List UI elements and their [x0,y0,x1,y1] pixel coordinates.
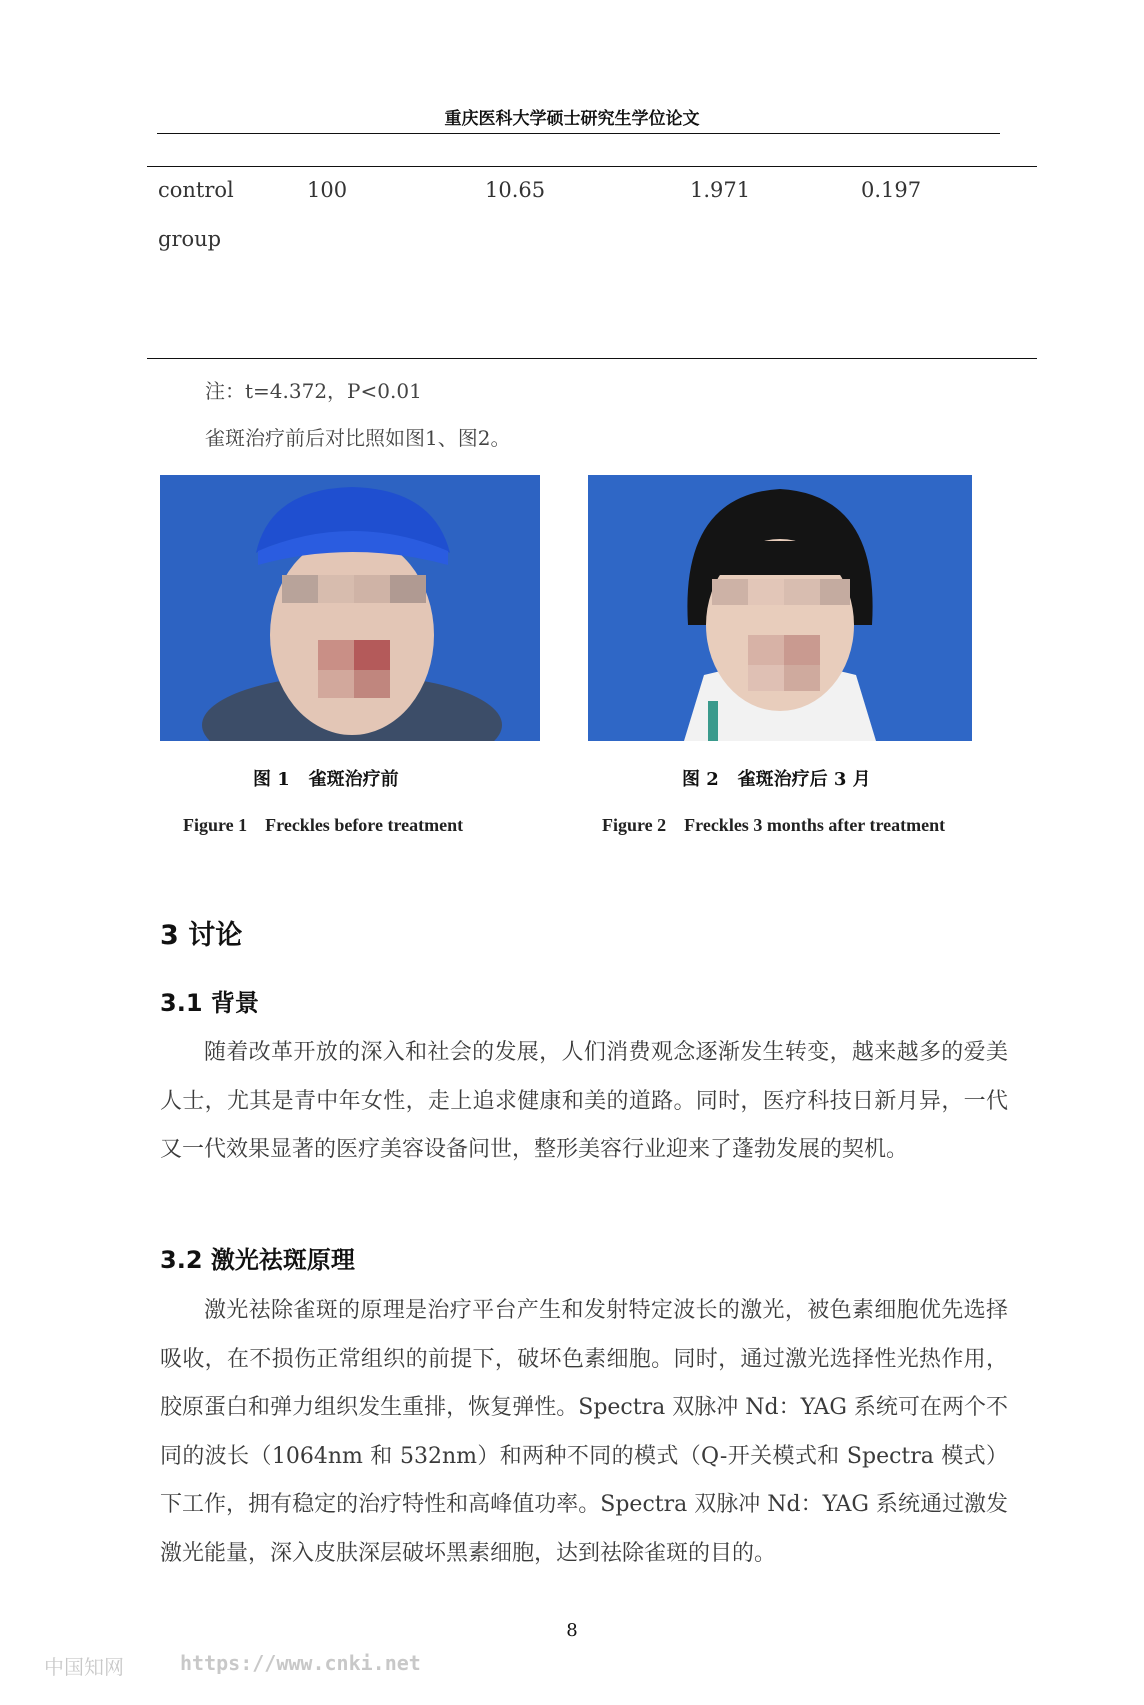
section-3-1-paragraph: 随着改革开放的深入和社会的发展，人们消费观念逐渐发生转变，越来越多的爱美人士，尤其是青中年女性，走上追求健康和美的道路。同时，医疗科技日新月异，一代又一代效果显著的医疗美容设备问世，整形美容行业迎来了蓬勃发展的契机。 [160,1040,1008,1162]
table-cell-group: control [158,178,234,202]
figure-1-cn-caption [253,765,399,791]
photo-after-treatment [588,475,972,741]
table-bottom-rule [147,358,1037,359]
figure-2-en-caption [602,815,945,836]
watermark-url: https://www.cnki.net [180,1651,421,1675]
portrait-image [160,475,540,741]
figure-1-cn-text: 雀斑治疗前 [308,769,399,790]
table-cell-mean: 10.65 [485,178,546,202]
section-3-1-heading [160,983,259,1018]
figure-1-en-label: Figure 1 [183,815,248,835]
figure-reference: 雀斑治疗前后对比照如图1、图2。 [205,426,511,450]
figure-2-en-text: Freckles 3 months after treatment [684,815,946,835]
table-cell-group-cont: group [158,227,222,251]
portrait-image [588,475,972,741]
section-3-2-number: 3.2 [160,1246,203,1274]
watermark-brand: 中国知网 [44,1655,124,1679]
table-cell-sd: 1.971 [690,178,751,202]
table-cell-se: 0.197 [861,178,922,202]
table-note: 注：t=4.372，P<0.01 [205,379,422,403]
section-3-2-heading [160,1240,355,1275]
running-header: 重庆医科大学硕士研究生学位论文 [444,109,700,129]
section-3-1-title: 背景 [210,989,259,1017]
table-top-rule [147,166,1037,167]
section-3-1-number: 3.1 [160,989,203,1017]
section-3-heading [160,913,242,952]
figure-1-cn-label: 图 1 [253,769,290,790]
section-3-number: 3 [160,920,179,951]
photo-before-treatment [160,475,540,741]
table-cell-n: 100 [307,178,348,202]
section-3-2-title: 激光祛斑原理 [210,1246,355,1274]
header-rule [157,133,1000,134]
figure-2-cn-text: 雀斑治疗后 3 月 [737,769,871,790]
figure-2-cn-caption [682,765,871,791]
section-3-2-paragraph: 激光祛除雀斑的原理是治疗平台产生和发射特定波长的激光，被色素细胞优先选择吸收，在不损伤正常组织的前提下，破坏色素细胞。同时，通过激光选择性光热作用，胶原蛋白和弹力组织发生重排，恢复弹性。Spectra 双脉冲 Nd：YAG 系统可在两个不同的波长（1064nm 和 532nm）和两种不同的模式（Q-开关模式和 Spectra 模式）下工作，拥有稳定的治疗特性和高峰值功率。Spectra 双脉冲 Nd：YAG 系统通过激发激光能量，深入皮肤深层破坏黑素细胞，达到祛除雀斑的目的。 [160,1298,1008,1566]
page-number: 8 [566,1620,578,1641]
figure-1-en-caption [183,815,463,836]
figure-2-en-label: Figure 2 [602,815,667,835]
section-3-title: 讨论 [188,920,243,951]
figure-1-en-text: Freckles before treatment [265,815,464,835]
figure-2-cn-label: 图 2 [682,769,719,790]
